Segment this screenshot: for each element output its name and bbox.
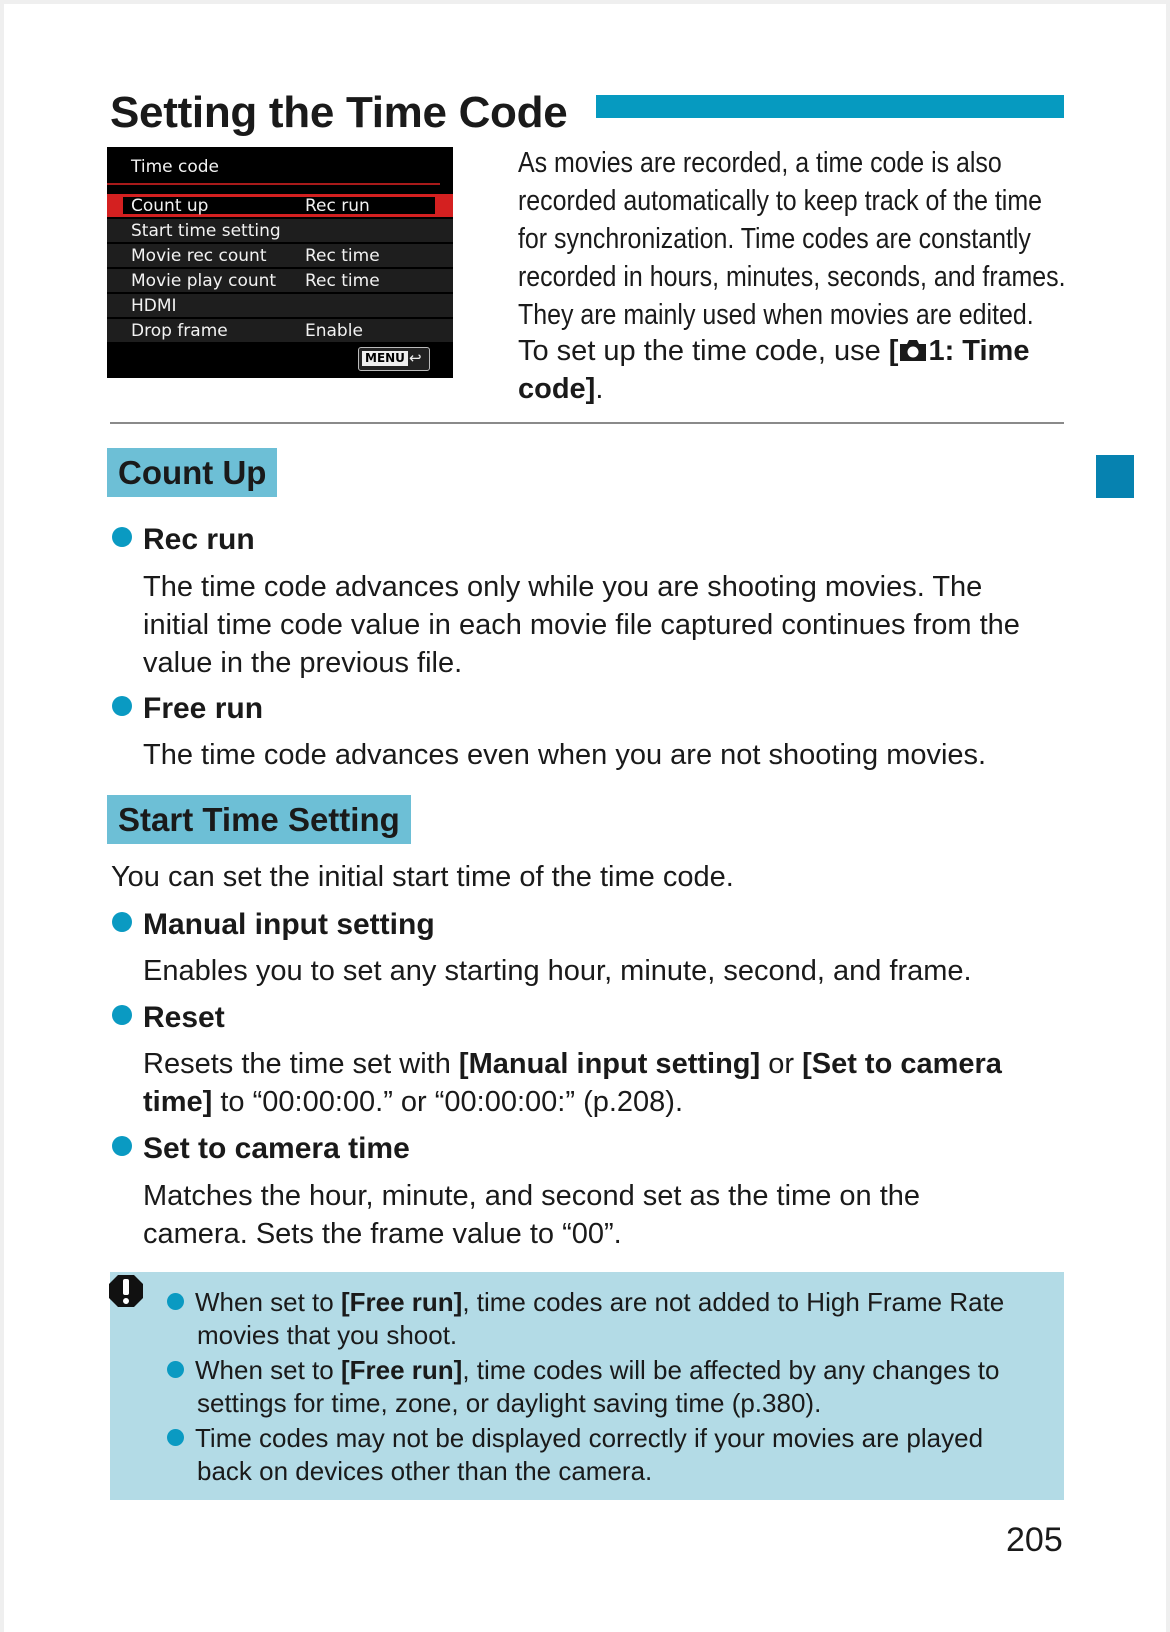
intro-line: recorded automatically to keep track of the time (518, 185, 1043, 217)
camera-icon (898, 338, 928, 362)
camera-menu-screenshot (107, 147, 453, 378)
section-heading-start-time: Start Time Setting (107, 795, 411, 844)
return-arrow-icon: ↩ (409, 349, 422, 367)
caution-icon (108, 1274, 144, 1308)
note-item: Time codes may not be displayed correctly if your movies are played (167, 1421, 983, 1455)
intro-line: recorded in hours, minutes, seconds, and frames. (518, 261, 1066, 293)
camera-menu-row-selected (107, 194, 453, 217)
bullet-title-manual-input: Manual input setting (112, 908, 435, 942)
bullet-title-set-to-camera-time: Set to camera time (112, 1132, 410, 1166)
camera-menu-row-value: Enable (305, 321, 363, 341)
body-text: Enables you to set any starting hour, minute, second, and frame. (143, 955, 972, 987)
body-text: Resets the time set with [Manual input setting] or [Set to camera time] to “00:00:00.” or “00:00:00:” (p.208). (143, 1048, 1002, 1118)
camera-menu-row-label: Start time setting (131, 221, 281, 241)
body-text: The time code advances even when you are not shooting movies. (143, 739, 987, 771)
camera-menu-row (107, 269, 453, 292)
camera-menu-header: Time code (131, 157, 220, 177)
camera-menu-row (107, 319, 453, 342)
bullet-title-free-run: Free run (112, 692, 263, 726)
note-item-continuation: back on devices other than the camera. (197, 1456, 653, 1486)
note-item: When set to [Free run], time codes are not added to High Frame Rate (167, 1285, 1004, 1319)
camera-menu-row (107, 294, 453, 317)
camera-menu-row (107, 244, 453, 267)
intro-setup-line: To set up the time code, use [ 1: Time (518, 335, 1030, 367)
body-text: The time code advances only while you are shooting movies. The initial time code value in each movie file captured continues from the value in the previous file. (143, 571, 1020, 679)
camera-menu-row-label: Drop frame (131, 321, 228, 341)
bullet-dot-icon (112, 912, 132, 932)
note-item-continuation: movies that you shoot. (197, 1320, 458, 1350)
camera-menu-row (107, 219, 453, 242)
camera-menu-row-label: Movie rec count (131, 246, 267, 266)
bullet-dot-icon (112, 527, 132, 547)
camera-menu-row-value: Rec time (305, 246, 380, 266)
bullet-title-rec-run: Rec run (112, 523, 255, 557)
bullet-dot-icon (112, 1005, 132, 1025)
intro-line: They are mainly used when movies are edited. (518, 299, 1034, 331)
camera-menu-row-value: Rec time (305, 271, 380, 291)
intro-paragraph (518, 144, 1077, 334)
body-text: Matches the hour, minute, and second set as the time on the camera. Sets the frame value to “00”. (143, 1180, 921, 1250)
start-time-intro: You can set the initial start time of the time code. (111, 861, 734, 893)
intro-setup-line-2: code]. (518, 373, 604, 405)
intro-line: As movies are recorded, a time code is also (518, 147, 1002, 179)
camera-menu-row-label: HDMI (131, 296, 177, 316)
camera-menu-row-label: Count up (131, 196, 209, 216)
camera-menu-header-underline (107, 183, 440, 185)
note-item-continuation: settings for time, zone, or daylight saving time (p.380). (197, 1388, 822, 1418)
bullet-dot-icon (167, 1293, 184, 1310)
bullet-dot-icon (112, 1136, 132, 1156)
intro-line: for synchronization. Time codes are constantly (518, 223, 1031, 255)
manual-page (4, 4, 1166, 1632)
page-number: 205 (1006, 1521, 1063, 1559)
page-title: Setting the Time Code (110, 88, 568, 137)
section-heading-count-up: Count Up (107, 448, 277, 497)
bullet-dot-icon (167, 1429, 184, 1446)
camera-menu-row-value: Rec run (305, 196, 370, 216)
chapter-tab-marker (1096, 455, 1134, 498)
bullet-dot-icon (112, 696, 132, 716)
menu-label: MENU (362, 351, 408, 366)
camera-menu-back-button (358, 347, 430, 371)
note-item: When set to [Free run], time codes will be affected by any changes to (167, 1353, 999, 1387)
bullet-dot-icon (167, 1361, 184, 1378)
bullet-title-reset: Reset (112, 1001, 225, 1035)
title-accent-bar (596, 95, 1064, 118)
camera-menu-row-label: Movie play count (131, 271, 277, 291)
section-divider (110, 422, 1064, 424)
caution-note-box (110, 1272, 1064, 1500)
